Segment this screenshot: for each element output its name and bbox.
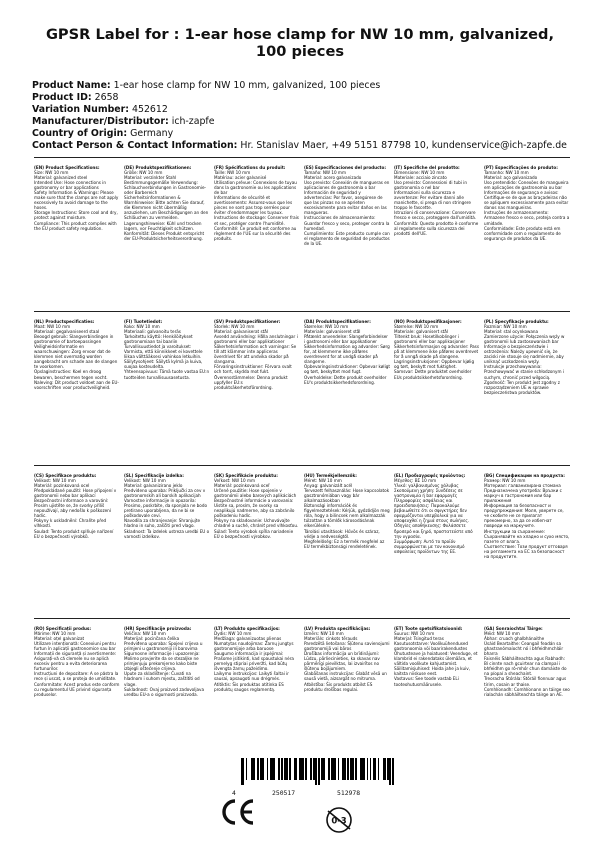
spec-column (34, 319, 120, 395)
spec-line: Instructions de stockage: Conserver frais et sec, protéger contre l'humidité. (214, 215, 299, 226)
spec-line: Информация за безопасност и предупреждения: Моля, уверете се, че скобите не се прилагат прекомерно, за да се избегнат повреди на маркучите. (484, 503, 564, 529)
spec-line: Informații de siguranță și avertismente: Asigurați-vă că clemele nu se aplică excesiv pentru a evita deteriorarea furtunurilor. (34, 651, 117, 672)
spec-line: Zamierzone użycie: Połączenia węży w gastronomii lub zastosowaniach bar (484, 334, 565, 345)
spec-line: Μέγεθος: ΒΣ 10 mm (394, 478, 437, 484)
spec-line: Taille: NW 10 mm (214, 170, 251, 176)
spec-line: Súlad: Tento výrobok spĺňa nariadenie EÚ o bezpečnosti výrobkov. (214, 528, 294, 539)
spec-line: Tárolási utasítások: Hűvös és száraz, védje a nedvességtől. (304, 528, 380, 539)
spec-line: Sikkerhedsinformation og advarsler: Sørg for, at klemmerne ikke påføres overdrevent for at undgå skader på slangerne. (304, 344, 390, 365)
spec-line: Uso previsto: Conexión de mangueras en aplicaciones de gastronomía o bar (304, 180, 390, 191)
spec-heading: (RO) Specificații produs: (34, 626, 92, 631)
spec-line: Lagringsinstruksjoner: Oppbevar kjølig og tørt, beskytt mot fuktighet. (394, 359, 475, 370)
ean-barcode (241, 758, 395, 778)
spec-column (214, 165, 300, 246)
spec-heading: (EN) Product Specifications: (34, 165, 100, 170)
spec-line: Glabāšanas instrukcijas: Glabāt vēsā un sausā vietā, aizsargāt no mitruma. (304, 671, 387, 682)
info-row (32, 92, 592, 104)
info-row (32, 80, 592, 92)
info-value: 2658 (94, 92, 119, 103)
info-label: Manufacturer/Distributor: (32, 116, 169, 127)
spec-heading: (NL) Productspecificaties: (34, 319, 95, 324)
spec-heading: (CS) Specifikace produktu: (34, 473, 97, 478)
spec-line: Konformität: Dieses Produkt entspricht der EU-Produktsicherheitsverordnung. (124, 230, 205, 241)
spec-line: Material: galvaniserat stål (214, 329, 268, 335)
age-warning-icon (321, 806, 357, 834)
spec-line: Cumplimiento: Este producto cumple con el reglamento de seguridad de productos de la UE. (304, 230, 390, 246)
spec-line: Pokyny k uskladnění: Chraňte před vlhkostí. (34, 518, 107, 529)
info-value: 452612 (132, 104, 168, 115)
spec-line: Bestimmungsgemäße Verwendung: Schlauchverbindungen in Gastronomie- oder Barbereich (124, 180, 206, 196)
spec-column (34, 165, 120, 246)
spec-heading: (SK) Špecifikácie produktu: (214, 473, 278, 478)
spec-line: Material: galvanized steel (34, 175, 88, 181)
spec-block-row (34, 311, 570, 395)
page-title: GPSR Label for : 1-ear hose clamp for NW 10 mm, galvanized, 100 pieces (45, 26, 555, 60)
spec-column (214, 626, 300, 697)
info-value: 1-ear hose clamp for NW 10 mm, galvanized, 100 pieces (113, 80, 381, 91)
spec-column (214, 319, 300, 395)
spec-line: Tervezett felhasználás: Hose kapcsolatok gasztronómiában vagy bár alkalmazásokban (304, 488, 390, 504)
spec-line: Saugumo informacija ir įspėjimai: Prašome įsitikinti, kad spaustukai nėra pernelyg stipriai priveržti, kad būtų išvengta žarnų pažeidimo. (214, 651, 294, 672)
spec-line: Skladnost: Ta izdelek ustreza uredbi EU o varnosti izdelkov. (124, 528, 210, 539)
spec-line: Overholdelse: Dette produkt overholder EU's produktsikkerhedsforordning. (304, 374, 387, 385)
spec-column (124, 626, 210, 697)
spec-line: Säkerhetsinformation och varningar: Se till att klämmor inte appliceras överdrivet för att undvika skador på slangarna. (214, 344, 297, 365)
spec-line: Säilitamisjuhised: Hoida jahe ja kuiv, kaitsta niiskuse eest. (394, 666, 470, 677)
spec-line: Material: oțel galvanizat (34, 636, 85, 642)
spec-column (484, 165, 570, 246)
spec-line: Ábhar: cruach ghalbhánaithe (484, 636, 545, 642)
spec-line: Instrucciones de almacenamiento: Guardar fresco y seco, proteger contra la humedad. (304, 215, 390, 231)
spec-line: Opbevaringsinstruktioner: Opbevar køligt og tørt, beskyttet mod fugt. (304, 364, 390, 375)
spec-line: Sukladnost: Ovaj proizvod zadovoljava uredbu EU-a o sigurnosti proizvoda. (124, 686, 205, 697)
spec-line: Matériau: acier galvanisé (214, 175, 267, 181)
spec-block-row (34, 157, 570, 246)
barcode-left-digits: 250517 (272, 789, 296, 797)
spec-line: Intended Use: Hose connections in gastronomy or bar applications (34, 180, 106, 191)
spec-column (124, 319, 210, 395)
spec-line: Kasutusotstarve: Voolikuühendused gastronoomia või baarirakendustes (394, 641, 469, 652)
spec-heading: (SL) Specifikacije izdelka: (124, 473, 184, 478)
spec-line: Istruzioni di conservazione: Conservare fresco e secco, proteggere dall'umidità. (394, 210, 477, 221)
ce-mark-icon (220, 797, 256, 827)
spec-line: Material: galvanizirano jeklo (124, 483, 183, 489)
spec-line: Οδηγίες αποθήκευσης: Φυλάσσετε δροσερό και ξηρό, προστατεύστε από την υγρασία. (394, 523, 473, 539)
spec-heading: (NO) Produktspesifikasjoner: (394, 319, 462, 324)
spec-heading: (LV) Produkta specifikācijas: (304, 626, 371, 631)
barcode-right-digits: 512978 (337, 789, 361, 797)
info-value: ich-zapfe (171, 116, 215, 127)
spec-line: Tamaño: NW 10 mm (304, 170, 346, 176)
spec-line: Laikymo instrukcijos: Laikyti šaltai ir sausai, apsaugoti nuo drėgmės. (214, 671, 289, 682)
spec-block-row (34, 465, 570, 559)
spec-line: Συμμόρφωση: Αυτό το προϊόν συμμορφώνεται με τον κανονισμό ασφαλείας προϊόντων της ΕΕ. (394, 538, 465, 554)
spec-heading: (PT) Especificações do produto: (484, 165, 558, 170)
spec-column (304, 165, 390, 246)
spec-line: Sicherheitsinformationen & Warnhinweise: Bitte achten Sie darauf, die Klemmen nicht übermäßig anzuziehen, um Beschädigungen an den Schläuchen zu vermeiden. (124, 195, 209, 221)
spec-line: Bezpečnostné informácie a varovania: Uistite sa, prosím, že svorky sa neaplikujú nadmerne, aby sa zabránilo poškodeniu hadíc. (214, 498, 295, 519)
spec-column (124, 165, 210, 246)
spec-line: Velikost: NW 10 mm (34, 478, 76, 484)
spec-heading: (EL) Προδιαγραφές προϊόντος: (394, 473, 466, 478)
spec-heading: (SV) Produktspecifikationer: (214, 319, 281, 324)
spec-line: Överensstämmelse: Denna produkt uppfyller EU:s produktsäkerhetsförordning. (214, 374, 288, 390)
spec-line: Materiaal: gegalvaniseerd staal (34, 329, 100, 335)
spec-heading: (FR) Spécifications du produit: (214, 165, 286, 170)
spec-line: Koko: NW 10 mm (124, 324, 160, 330)
spec-line: Sikkerhetsinformasjon og advarsler: Pass på at klemmene ikke påføres overdrevet for å unngå skade på slangene. (394, 344, 479, 360)
spec-line: Biztonsági információk és figyelmeztetések: Kérjük, győződjön meg róla, hogy a bilincsek nem alkalmazzák túlzottan a tömlők károsodásának elkerülésére. (304, 503, 390, 529)
spec-line: Informações de segurança e avisos: Certifique-se de que as braçadeiras não se apliquem excessivamente para evitar danos nas mangueiras. (484, 190, 569, 211)
spec-line: Size: NW 10 mm (34, 170, 69, 176)
spec-heading: (ET) Toote spetsifikatsioonid: (394, 626, 463, 631)
spec-line: Drošības informācija un brīdinājumi: Lūdzu, pārliecinieties, ka skavas nav pārmērīgi pievilktas, lai izvairītos no šļūteņu bojājumiem. (304, 651, 380, 672)
spec-line: Predviđena uporaba: Spojevi crijeva u primjeni u gastronomiji ili barovima (124, 641, 203, 652)
spec-line: Υλικό: γαλβανισμένος χάλυβας (394, 483, 459, 489)
spec-line: Utilisation prévue: Connexions de tuyau dans la gastronomie ou les applications de bar (214, 180, 297, 196)
spec-heading: (DA) Produktspecifikationer: (304, 319, 371, 324)
spec-line: Materjal: Tsingitud teras (394, 636, 444, 642)
spec-column (394, 626, 480, 697)
spec-line: Anyag: galvanizált acél (304, 483, 353, 489)
spec-line: Instrucțiuni de depozitare: A se păstra la rece și uscat, a se proteja de umiditate. (34, 671, 119, 682)
spec-heading: (PL) Specyfikacje produktu: (484, 319, 549, 324)
info-row (32, 128, 592, 140)
spec-line: Bezpečnostní informace a varování: Prosím ujistěte se, že svorky příliš nepoužívají, aby nedošlo k poškození hadic. (34, 498, 111, 519)
spec-line: Materiál: pozinkovaná ocel (34, 483, 90, 489)
spec-line: Säilytysohjeet: Säilytä kylmä ja kuiva, suojaa kosteudelta. (124, 359, 203, 370)
spec-line: Materiāls: cinkots tērauds (304, 636, 358, 642)
spec-column (304, 626, 390, 697)
spec-line: Zgodność: Ten produkt jest zgodny z rozporządzeniem UE w sprawie bezpieczeństwa produktów. (484, 379, 560, 395)
spec-line: Safety Information & Warnings: Please make sure that the clamps are not apply excessively to avoid damage to the hoses. (34, 190, 119, 211)
age-warning-label: 0-3 (331, 816, 347, 827)
spec-line: Izmērs: NW 10 mm (304, 631, 344, 637)
spec-line: Rozmiar: NW 10 mm (484, 324, 527, 330)
spec-line: Tamanho: NW 10 mm (484, 170, 529, 176)
spec-heading: (DE) Produktspezifikationen: (124, 165, 192, 170)
spec-line: Numatytas naudojimas: Žarnų jungtys gastronomijoje arba baruose (214, 641, 294, 652)
info-label: Product ID: (32, 92, 92, 103)
spec-line: Instruções de armazenamento: Armazene fresco e seco, proteja contra a umidade. (484, 210, 570, 226)
spec-line: Material: verzinkter Stahl (124, 175, 177, 181)
spec-line: Megfelelőség: Ez a termék megfelel az EU termékbiztonsági rendeletének. (304, 538, 385, 549)
spec-column (484, 319, 570, 395)
info-row (32, 116, 592, 128)
info-label: Country of Origin: (32, 128, 128, 139)
spec-heading: (GA) Sonraíochtaí Táirge: (484, 626, 543, 631)
info-label: Variation Number: (32, 104, 130, 115)
info-row (32, 140, 592, 152)
spec-line: Treoracha Stórála: Stóráil fionnuar agus tirim, cosain ar thaise. (484, 676, 567, 687)
spec-line: Naleving: Dit product voldoet aan de EU-voorschriften voor productveiligheid. (34, 379, 119, 390)
barcode-bar (392, 758, 394, 785)
spec-line: Suurus: NW 10 mm (394, 631, 435, 637)
spec-line: Tiltenkt bruk: Hosetilkoblinger i gastronomi eller bar applikasjoner (394, 334, 466, 345)
spec-column (34, 626, 120, 697)
spec-line: Materiał: stal ocynkowana (484, 329, 539, 335)
spec-heading: (FI) Tuotetiedot: (124, 319, 163, 324)
spec-line: Dydis: NW 10 mm (214, 631, 252, 637)
spec-line: Pokyny na skladovanie: Uchovávajte chladné a suché, chrániť pred vlhkosťou. (214, 518, 299, 529)
spec-line: Material: aço galvanizado (484, 175, 538, 181)
spec-line: Σκοπούμενη χρήση: Συνδέσεις σε γαστρονομία ή bar εφαρμογές (394, 488, 463, 499)
product-info (32, 80, 592, 152)
spec-column (304, 473, 390, 559)
info-value: Germany (130, 128, 174, 139)
spec-line: Инструкции за съхранение: Съхранявайте на хладно и сухо място, пазете от влага. (484, 528, 570, 544)
spec-line: Lagerungshinweise: Kühl und trocken lagern, vor Feuchtigkeit schützen. (124, 220, 202, 231)
spec-line: Úsáid Beartaithe: Ceangail feadán sa ghastranómaíocht nó i bhfeidhmchláir bharra (484, 641, 564, 657)
spec-line: Instrukcje przechowywania: Przechowywać w stanie schłodzonym i suchym, chronić przed wilgocią. (484, 364, 564, 380)
spec-line: Uso previsto: Connessioni di tubi in gastronomia o nel bar (394, 180, 467, 191)
info-label: Contact Person & Contact Information: (32, 140, 238, 151)
spec-heading: (HU) Termékjellemzők: (304, 473, 357, 478)
spec-line: Dimensione: NW 10 mm (394, 170, 445, 176)
spec-line: Faisnéis Sábháilteachta agus Rabhadh: Bí cinnte nach gcuirtear na clampaí i bhfeidhm go ró-mhór chun damáiste do na píopaí a sheachaint. (484, 656, 567, 677)
spec-line: Maat: NW 10 mm (34, 324, 71, 330)
info-row (32, 104, 592, 116)
spec-heading: (HR) Specifikacije proizvoda: (124, 626, 192, 631)
spec-line: Conformité: Ce produit est conforme au règlement de l'UE sur la sécurité des produits. (214, 225, 297, 241)
spec-heading: (ES) Especificaciones del producto: (304, 165, 387, 170)
info-value: Hr. Stanislav Maer, +49 5151 87798 10, kundenservice@ich-zapfe.de (240, 140, 567, 151)
spec-line: Avsedd användning: Hålla anslutningar i gastronomi eller bar applikationer (214, 334, 298, 345)
spec-line: Utilizare intenționată: Conexiuni pentru furtun în aplicații gastronomice sau bar (34, 641, 116, 652)
spec-column (484, 473, 570, 559)
spec-column (124, 473, 210, 559)
spec-line: Storage Instructions: Store cool and dry, protect against moisture. (34, 210, 118, 221)
spec-line: Påtænkt anvendelse: Slangeforbindelser i gastronomi eller bar applikationer (304, 334, 388, 345)
spec-heading: (BG) Спецификации на продукта: (484, 473, 565, 478)
spec-line: Materiale: acciaio zincato (394, 175, 447, 181)
spec-column (304, 319, 390, 395)
spec-line: Размер: NW 10 mm (484, 478, 526, 484)
spec-line: Tarkoitettu käyttö: Henkilöitykset gastronomiaan tai baariin (124, 334, 193, 345)
spec-line: Съответствие: Този продукт отговаря на регламента на ЕС за безопасност на продуктите. (484, 543, 568, 559)
spec-line: Comhlíonadh: Comhlíonann an táirge seo rialachán sábháilteachta táirge an AE. (484, 686, 570, 697)
spec-line: Förvaringsinstruktioner: Förvara svalt och torrt, skydda mot fukt. (214, 364, 292, 375)
spec-line: Paredzētā lietošana: Šļūtenu savienojumi gastronomijā vai bāros (304, 641, 390, 652)
spec-line: Yhteensopivuus: Tämä tuote vastaa EU:n tuotteiden turvallisuusasetusta. (124, 369, 210, 380)
spec-line: Mărime: NW 10 mm (34, 631, 76, 637)
spec-line: Navodila za shranjevanje: Shranjujte hladno in suho, zaščiti pred vlago. (124, 518, 201, 529)
spec-line: Información de seguridad y advertencias: Por favor, asegúrese de que las pinzas no se aprieten excesivamente para evitar daños en las mangueras. (304, 190, 387, 216)
spec-line: Soulad: Tento produkt splňuje nařízení EU o bezpečnosti výrobků. (34, 528, 114, 539)
spec-line: Materiale: galvanisert stål (394, 329, 448, 335)
spec-line: Medžiaga: galvanizuotas plienas (214, 636, 282, 642)
spec-line: Predvideno uporaba: Priključki za cev v gastronomskih ali barskih aplikacijah (124, 488, 206, 499)
spec-line: Informations de sécurité et avertissements: Assurez-vous que les pinces ne sont pas trop serrées pour éviter d'endommager les tuyaux. (214, 195, 293, 216)
spec-line: Předpokládané použití: Hose připojení v gastronomii nebo bar aplikací (34, 488, 117, 499)
spec-line: Uso pretendido: Conexões de mangueira em aplicações de gastronomia ou bar (484, 180, 569, 191)
spec-line: Størrelse: NW 10 mm (304, 324, 349, 330)
spec-line: Určené použitie: Hose spojenie v gastronómii alebo barových aplikáciách (214, 488, 297, 499)
spec-block-row (34, 618, 570, 697)
spec-line: Opslaginstructies: Koel en droog bewaren, beschermen tegen vocht. (34, 369, 108, 380)
spec-line: Sigurnosne informacije i upozorenja: Molimo provjerite da se stezaljke ne primjenjuju prekomjerno kako biste izbjegli oštećenje crijeva. (124, 651, 200, 672)
spec-line: Méret: NW 10 mm (304, 478, 342, 484)
spec-line: Beoogd gebruik: Slangverbindingen in gastronomie of bartoepassingen (34, 334, 114, 345)
spec-line: Informacje o bezpieczeństwie i ostrzeżenia: Należy upewnić się, że zaciski nie stosuje się nadmiernie, aby uniknąć uszkodzenia węży. (484, 344, 564, 365)
spec-line: Materiaali: galvanoitu teräs (124, 329, 181, 335)
spec-line: Conformidade: Este produto está em conformidade com o regulamento de segurança de produtos da UE. (484, 225, 561, 241)
spec-line: Veiligheidsinformatie en waarschuwingen: Zorg ervoor dat de klemmen niet overmatig worden aangebracht om schade aan de slangen te voorkomen. (34, 344, 118, 370)
spec-line: Samsvar: Dette produktet overholder EUs produktsikkerhetsforordning. (394, 369, 472, 380)
spec-line: Veľkosť: NW 10 mm (214, 478, 256, 484)
spec-column (394, 319, 480, 395)
spec-line: Veličina: NW 10 mm (124, 631, 166, 637)
spec-line: Materiale: galvaniseret stål (304, 329, 361, 335)
spec-column (394, 165, 480, 246)
spec-line: Velikost: NW 10 mm (124, 478, 166, 484)
spec-line: Größe: NW 10 mm (124, 170, 163, 176)
spec-line: Atbilstība: Šis produkts atbilst ES produktu drošības regulai. (304, 681, 373, 692)
spec-column (394, 473, 480, 559)
info-label: Product Name: (32, 80, 111, 91)
spec-line: Ohutusteave ja hoiatused: Veenduge, et klambrid ei rakendataks ülemäära, et vältida voolikute kahjustamist. (394, 651, 478, 667)
spec-line: Turvallisuustiedot ja varoitukset: Varmista, että kiinnikkeet ei kovettele liikaa välttääksesi vahinkoa letkuihin. (124, 344, 203, 360)
spec-heading: (IT) Specifiche del prodotto: (394, 165, 460, 170)
spec-column (214, 473, 300, 559)
spec-line: Materiál: pozinkovaná oceľ (214, 483, 270, 489)
spec-line: Материал: галванизирана стомана (484, 483, 561, 489)
spec-line: Πληροφορίες ασφάλειας και προειδοποιήσεις: Παρακαλούμε βεβαιωθείτε ότι οι σφιγκτήρες δεν εφαρμόζονται υπερβολικά για να αποφευχθεί η ζημιά στους σωλήνες. (394, 498, 470, 524)
spec-line: Material: acero galvanizado (304, 175, 362, 181)
spec-line: Vastavus: See toode vastab ELi tooteohutusmäärusele. (394, 676, 459, 687)
spec-line: Atitiktis: Šis produktas atitinka ES produktų saugos reglamentą. (214, 681, 284, 692)
spec-line: Conformità: Questo prodotto è conforme al regolamento sulla sicurezza dei prodotti dell'UE. (394, 220, 479, 236)
spec-line: Materijal: pocinčana čelika (124, 636, 180, 642)
barcode-lead-digit: 4 (232, 789, 236, 797)
spec-column (34, 473, 120, 559)
spec-line: Compliance: This product complies with the EU product safety regulation. (34, 220, 117, 231)
spec-line: Størrelse: NW 10 mm (394, 324, 439, 330)
spec-line: Conformitate: Acest produs este conform cu regulamentul UE privind siguranța produselor. (34, 681, 120, 697)
spec-line: Méid: NW 10 mm (484, 631, 520, 637)
spec-line: Varnostne informacije in opozorila: Prosimo, poskrbite, da sponjala ne bodo pretirano uporabljena, da ne bi se poškodovale cevi. (124, 498, 208, 519)
spec-heading: (LT) Produkto specifikacijos: (214, 626, 280, 631)
spec-line: Предназначена употреба: Връзки с маркуч в гастрономия или бар приложения (484, 488, 562, 504)
spec-line: Upute za skladištenje: Čuvati na hladnom i suhom mjestu, zaštititi od vlage. (124, 671, 200, 687)
spec-line: Storlek: NW 10 mm (214, 324, 255, 330)
spec-line: Informazioni sulla sicurezza e avvertenze: Per evitare danni alle manichette, si prega di non stringere troppo le fascette. (394, 190, 471, 211)
spec-column (484, 626, 570, 697)
